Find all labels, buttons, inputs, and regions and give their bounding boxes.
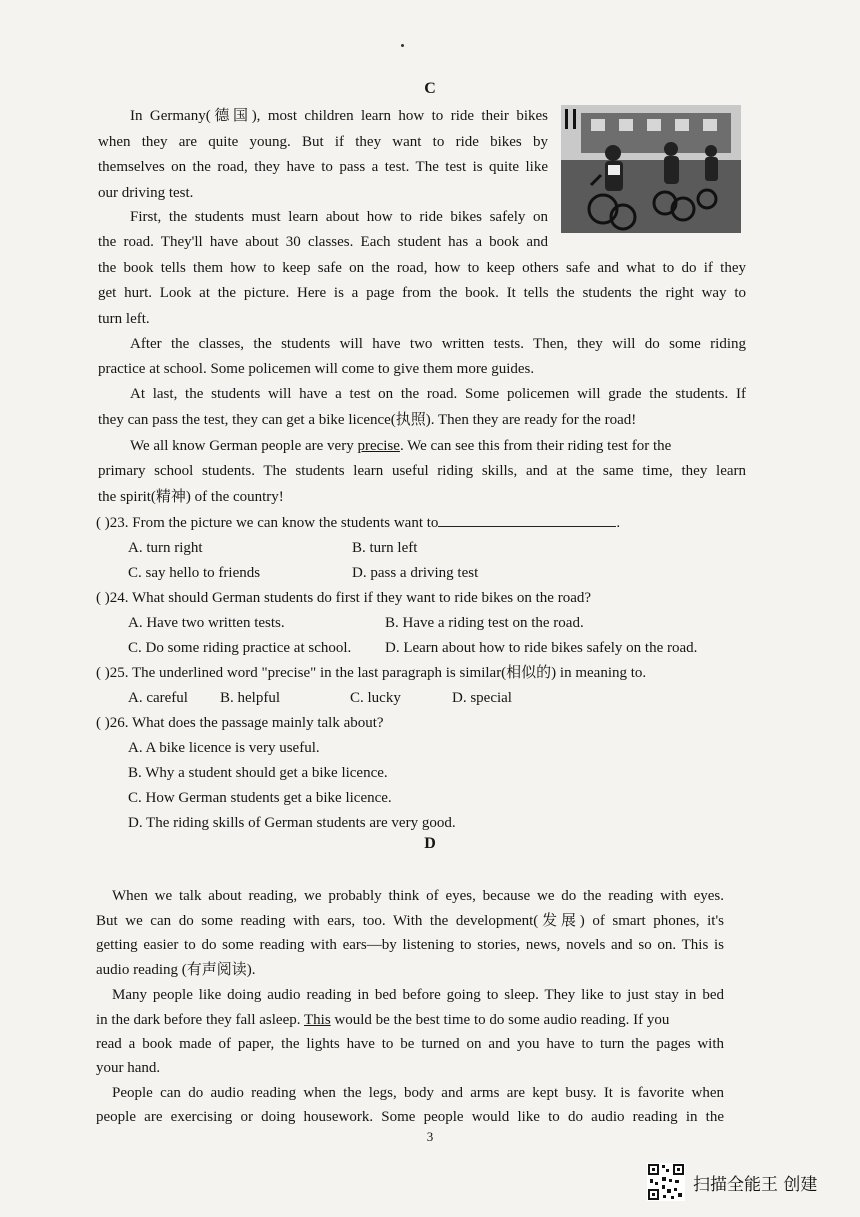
option-d[interactable]: D. The riding skills of German students are very good. — [128, 815, 456, 831]
passage-d-line: But we can do some reading with ears, too. With the development(发展) of smart phones, it's — [96, 913, 724, 929]
question-26: ( )26. What does the passage mainly talk about? — [96, 715, 384, 731]
passage-d-line: people are exercising or doing housework. Some people would like to do audio reading in the — [96, 1109, 724, 1125]
option-b[interactable]: B. turn left — [352, 540, 418, 556]
option-b[interactable]: B. Why a student should get a bike licence. — [128, 765, 388, 781]
option-a[interactable]: A. A bike licence is very useful. — [128, 740, 320, 756]
passage-c-line: the road. They'll have about 30 classes. Each student has a book and — [98, 234, 548, 250]
option-c[interactable]: C. Do some riding practice at school. — [128, 640, 352, 656]
passage-d-line: When we talk about reading, we probably think of eyes, because we do the reading with eyes. — [112, 888, 724, 904]
passage-c-line: our driving test. — [98, 185, 194, 201]
watermark-text: 扫描全能王 创建 — [693, 1174, 818, 1195]
page-number: 3 — [426, 1129, 434, 1144]
passage-c-line: themselves on the road, they have to pass a test. The test is quite like — [98, 159, 548, 175]
option-c[interactable]: C. lucky — [350, 690, 401, 706]
underlined-word: precise — [357, 438, 400, 454]
passage-d-line: People can do audio reading when the legs, body and arms are kept busy. It is favorite when — [112, 1085, 724, 1101]
text-segment: . We can see this from their riding test for the — [399, 438, 672, 454]
option-d[interactable]: D. Learn about how to ride bikes safely on the road. — [385, 640, 698, 656]
bike-riders-photo — [561, 105, 741, 233]
text-segment: in the dark before they fall asleep. — [96, 1012, 304, 1028]
passage-c-line: they can pass the test, they can get a bike licence(执照). Then they are ready for the road! — [98, 412, 637, 428]
passage-d-line: Many people like doing audio reading in bed before going to sleep. They like to just stay in bed — [112, 987, 724, 1003]
underlined-word: This — [303, 1012, 331, 1028]
question-25: ( )25. The underlined word "precise" in the last paragraph is similar(相似的) in meaning to. — [96, 665, 647, 681]
passage-c-line: In Germany(德国), most children learn how to ride their bikes — [130, 108, 548, 124]
question-23 — [96, 512, 620, 533]
question-end: . — [616, 515, 621, 531]
option-b[interactable]: B. Have a riding test on the road. — [385, 615, 584, 631]
option-a[interactable]: A. Have two written tests. — [128, 615, 285, 631]
passage-c-line: get hurt. Look at the picture. Here is a page from the book. It tells the students the right way to — [98, 285, 746, 301]
qr-code-icon — [647, 1163, 685, 1201]
option-a[interactable]: A. turn right — [128, 540, 203, 556]
scanner-watermark — [647, 1163, 817, 1201]
option-b[interactable]: B. helpful — [220, 690, 280, 706]
passage-c-line — [130, 436, 671, 456]
passage-c-line: At last, the students will have a test on the road. Some policemen will grade the students. If — [130, 386, 746, 402]
passage-d-line: your hand. — [96, 1060, 161, 1076]
option-c[interactable]: C. say hello to friends — [128, 565, 261, 581]
answer-blank[interactable] — [438, 512, 616, 527]
passage-c-line: practice at school. Some policemen will come to give them more guides. — [98, 361, 535, 377]
text-segment: would be the best time to do some audio reading. If you — [330, 1012, 670, 1028]
passage-d-line: read a book made of paper, the lights have to be turned on and you have to turn the pages with — [96, 1036, 724, 1052]
option-a[interactable]: A. careful — [128, 690, 188, 706]
question-stem: ( )23. From the picture we can know the students want to — [96, 515, 439, 531]
passage-c-line: when they are quite young. But if they want to ride bikes by — [98, 134, 548, 150]
passage-c-line: the spirit(精神) of the country! — [98, 489, 284, 505]
option-d[interactable]: D. special — [452, 690, 512, 706]
option-c[interactable]: C. How German students get a bike licence. — [128, 790, 392, 806]
passage-c-line: First, the students must learn about how to ride bikes safely on — [130, 209, 548, 225]
passage-d-line: getting easier to do some reading with ears—by listening to stories, news, novels and so on. This is — [96, 937, 724, 953]
section-d-heading: D — [424, 835, 436, 852]
passage-d-line — [96, 1010, 669, 1030]
question-24: ( )24. What should German students do first if they want to ride bikes on the road? — [96, 590, 592, 606]
passage-c-line: primary school students. The students learn useful riding skills, and at the same time, they learn — [98, 463, 746, 479]
passage-d-line: audio reading (有声阅读). — [96, 962, 256, 978]
option-d[interactable]: D. pass a driving test — [352, 565, 479, 581]
passage-c-line: After the classes, the students will have two written tests. Then, they will do some riding — [130, 336, 746, 352]
section-c-heading: C — [424, 80, 436, 97]
passage-c-line: turn left. — [98, 311, 150, 327]
passage-c-line: the book tells them how to keep safe on the road, how to keep others safe and what to do if they — [98, 260, 746, 276]
text-segment: We all know German people are very — [130, 438, 358, 454]
scan-dot — [401, 44, 404, 47]
